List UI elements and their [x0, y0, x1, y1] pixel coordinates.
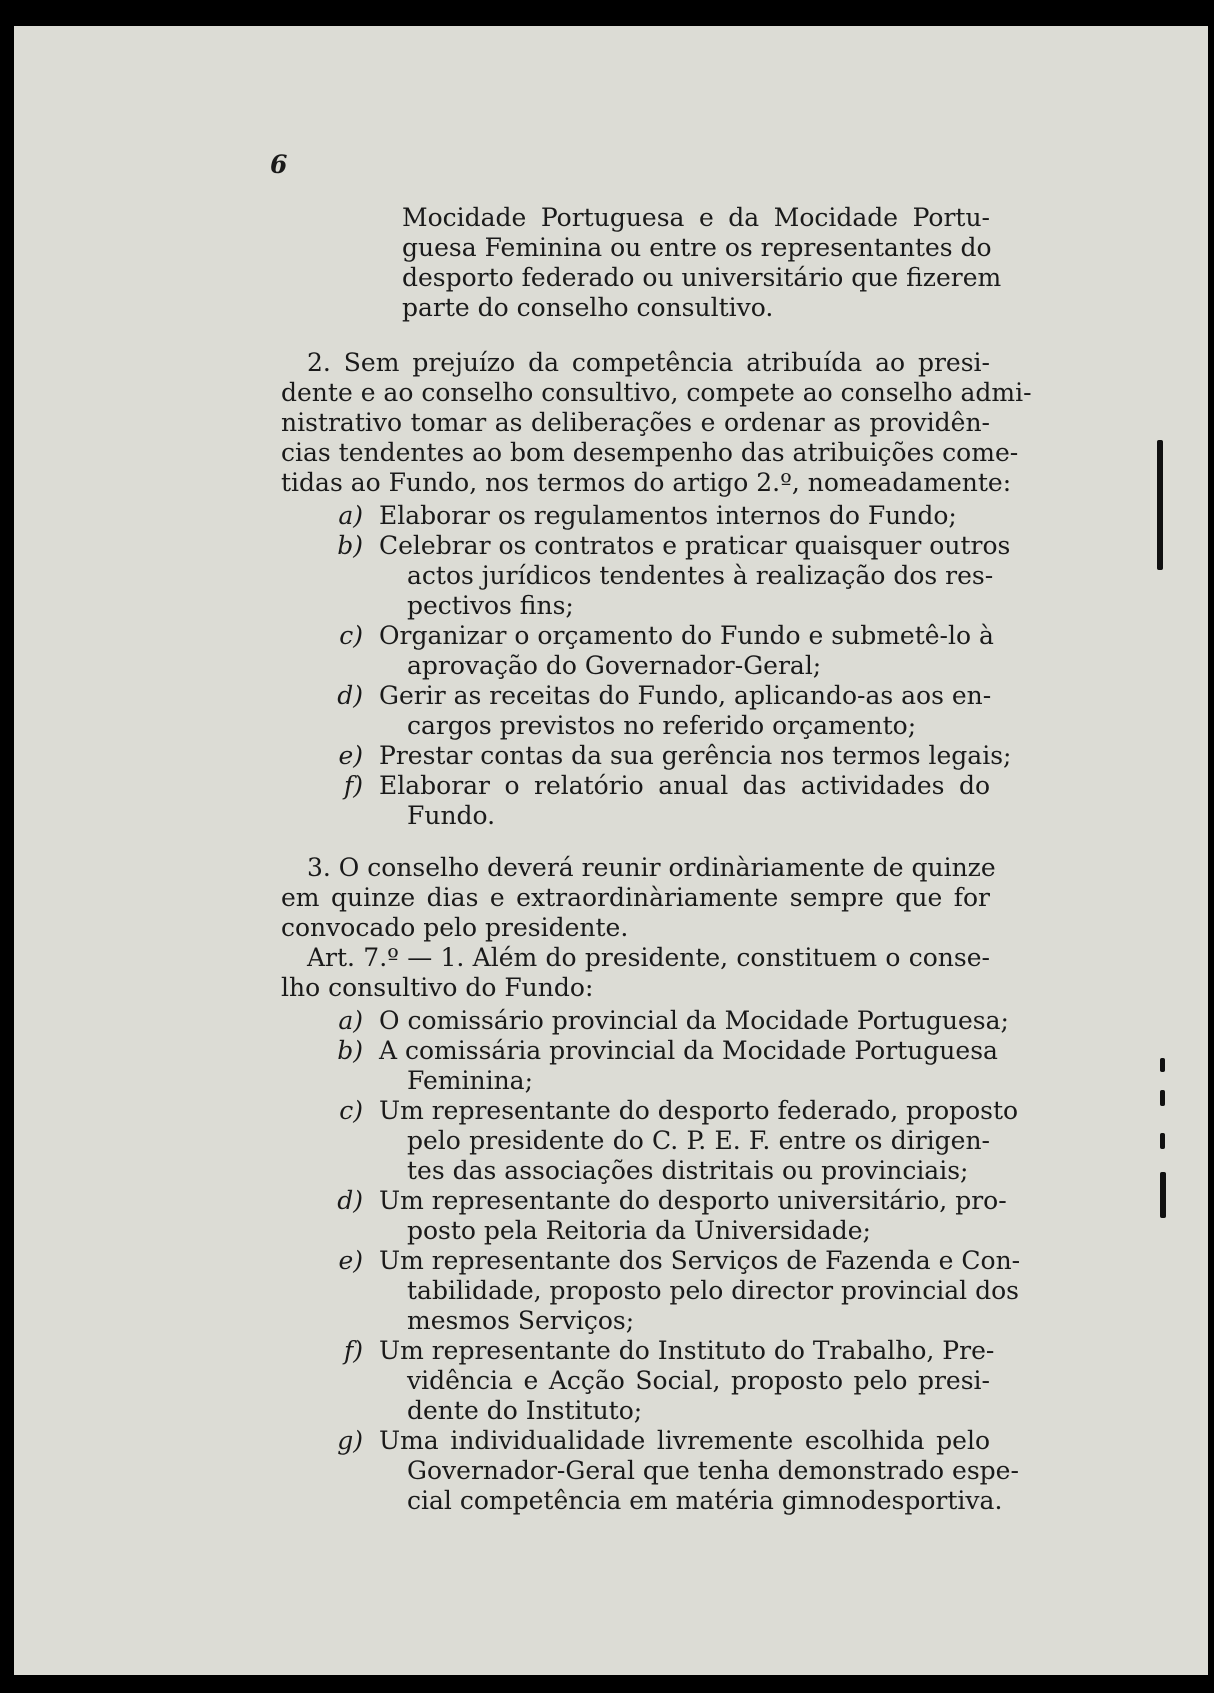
list-item: Elaborar os regulamentos internos do Fundo; — [379, 501, 957, 530]
binding-mark — [1160, 1058, 1165, 1072]
list-item: tes das associações distritais ou provinciais; — [407, 1156, 969, 1185]
item-label: c) — [339, 1096, 363, 1125]
list-item: aprovação do Governador-Geral; — [407, 651, 822, 680]
scan-border-left — [0, 0, 14, 1693]
list-item: Um representante do Instituto do Trabalho, Pre- — [379, 1336, 995, 1365]
text-line: parte do conselho consultivo. — [402, 293, 774, 322]
list-item: vidência e Acção Social, proposto pelo presi- — [407, 1366, 990, 1395]
list-item: mesmos Serviços; — [407, 1306, 635, 1335]
text-line: 2. Sem prejuízo da competência atribuída ao presi- — [307, 348, 990, 377]
text-line: convocado pelo presidente. — [281, 913, 629, 942]
list-item: O comissário provincial da Mocidade Portuguesa; — [379, 1006, 1009, 1035]
binding-mark — [1160, 1172, 1166, 1218]
list-item: Governador-Geral que tenha demonstrado espe- — [407, 1456, 1019, 1485]
item-label: e) — [338, 1246, 363, 1275]
text-line: desporto federado ou universitário que fizerem — [402, 263, 1002, 292]
binding-mark — [1157, 440, 1163, 570]
text-line: Mocidade Portuguesa e da Mocidade Portu- — [402, 203, 990, 232]
scan-border-bottom — [0, 1675, 1214, 1693]
item-label: d) — [337, 1186, 363, 1215]
item-label: a) — [338, 1006, 363, 1035]
text-line: Art. 7.º — 1. Além do presidente, constituem o conse- — [307, 943, 990, 972]
binding-mark — [1160, 1133, 1165, 1149]
list-item: pectivos fins; — [407, 591, 574, 620]
list-item: Prestar contas da sua gerência nos termos legais; — [379, 741, 1012, 770]
page-number: 6 — [270, 150, 288, 179]
list-item: tabilidade, proposto pelo director provincial dos — [407, 1276, 1019, 1305]
list-item: Um representante dos Serviços de Fazenda e Con- — [379, 1246, 1021, 1275]
item-label: f) — [343, 1336, 363, 1365]
text-line: dente e ao conselho consultivo, compete ao conselho admi- — [281, 378, 1032, 407]
item-label: c) — [339, 621, 363, 650]
binding-mark — [1160, 1090, 1165, 1106]
list-item: Fundo. — [407, 801, 496, 830]
item-label: e) — [338, 741, 363, 770]
list-item: A comissária provincial da Mocidade Portuguesa — [379, 1036, 998, 1065]
list-item: Um representante do desporto federado, proposto — [379, 1096, 1019, 1125]
list-item: Elaborar o relatório anual das actividades do — [379, 771, 990, 800]
text-line: guesa Feminina ou entre os representantes do — [402, 233, 992, 262]
text-line: cias tendentes ao bom desempenho das atribuições come- — [281, 438, 1019, 467]
text-line: lho consultivo do Fundo: — [281, 973, 594, 1002]
item-label: d) — [337, 681, 363, 710]
list-item: Um representante do desporto universitário, pro- — [379, 1186, 1007, 1215]
list-item: Organizar o orçamento do Fundo e submetê-lo à — [379, 621, 994, 650]
item-label: g) — [337, 1426, 363, 1455]
text-line: tidas ao Fundo, nos termos do artigo 2.º, nomeadamente: — [281, 468, 1012, 497]
list-item: dente do Instituto; — [407, 1396, 643, 1425]
item-label: b) — [337, 1036, 363, 1065]
text-line: 3. O conselho deverá reunir ordinàriamente de quinze — [307, 853, 996, 882]
scan-border-right — [1208, 0, 1214, 1693]
list-item: cial competência em matéria gimnodesportiva. — [407, 1486, 1003, 1515]
list-item: Celebrar os contratos e praticar quaisquer outros — [379, 531, 1011, 560]
list-item: Uma individualidade livremente escolhida pelo — [379, 1426, 990, 1455]
item-label: a) — [338, 501, 363, 530]
scan-border-top — [0, 0, 1214, 26]
list-item: Feminina; — [407, 1066, 534, 1095]
list-item: posto pela Reitoria da Universidade; — [407, 1216, 871, 1245]
text-line: em quinze dias e extraordinàriamente sempre que for — [281, 883, 990, 912]
list-item: Gerir as receitas do Fundo, aplicando-as aos en- — [379, 681, 992, 710]
list-item: pelo presidente do C. P. E. F. entre os dirigen- — [407, 1126, 990, 1155]
text-line: nistrativo tomar as deliberações e ordenar as providên- — [281, 408, 990, 437]
list-item: actos jurídicos tendentes à realização dos res- — [407, 561, 994, 590]
list-item: cargos previstos no referido orçamento; — [407, 711, 917, 740]
item-label: f) — [343, 771, 363, 800]
item-label: b) — [337, 531, 363, 560]
